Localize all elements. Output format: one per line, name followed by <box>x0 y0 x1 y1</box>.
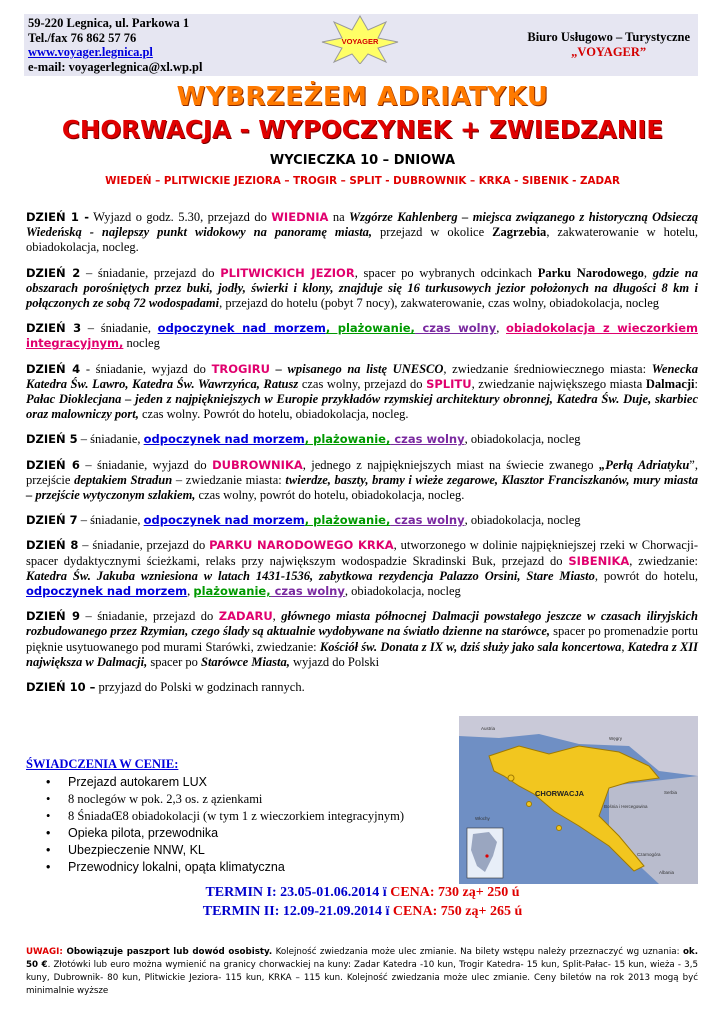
text: , obiadokolacja, nocleg <box>344 584 461 599</box>
text: Wyjazd o godz. 5.30, przejazd do <box>89 210 272 224</box>
text: przejazd w okolice <box>372 225 493 240</box>
services-section <box>26 757 446 876</box>
free-time-link: czas wolny <box>270 584 345 599</box>
day-4 <box>26 362 698 423</box>
city-name: WIEDNIA <box>271 210 329 224</box>
term-label: TERMIN II: 12.09-21.09.2014 ï <box>202 904 390 919</box>
main-subtitle: CHORWACJA - WYPOCZYNEK + ZWIEDZANIE <box>61 115 664 144</box>
term-price: CENA: 730 zą+ 250 ú <box>386 885 520 900</box>
text: : <box>694 376 698 391</box>
highlight: głównego miasta północnej Dalmacji powstałego jeszcze w czasach iliryjskich rozbudowanego przez Rzymian, czego ślady są aktualnie wydobywane na światło dzienne na starówce, <box>26 609 698 639</box>
city-name: ZADARU <box>218 609 273 624</box>
text: spacer po <box>147 654 201 669</box>
text: spacer po promenadzie portu pięknie usytuowanego pod murami Starówki, zwiedzanie: <box>26 624 698 654</box>
day-label: DZIEŃ 3 <box>26 321 82 336</box>
services-title: ŚWIADCZENIA W CENIE: <box>26 757 179 771</box>
text: , obiadokolacja, nocleg <box>464 432 581 447</box>
logo-text: VOYAGER <box>341 37 379 46</box>
day-10 <box>26 680 446 695</box>
highlight: twierdze, baszty, bramy i wieże zegarowe, Klasztor Franciszkanów, mury miasta – przejście wytyczonym szlakiem, <box>26 472 698 503</box>
free-time-link: czas wolny <box>390 513 465 528</box>
notes <box>26 946 698 998</box>
day-label: DZIEŃ 1 - <box>26 210 89 224</box>
star-logo-icon <box>320 14 400 64</box>
text: , <box>496 321 507 336</box>
map-label-hungary: Węgry <box>609 736 623 741</box>
text: , <box>621 639 628 654</box>
text: – zwiedzanie miasta: <box>172 472 286 487</box>
term-1 <box>0 885 725 901</box>
text: , zwiedzanie: <box>629 553 698 568</box>
day-9 <box>26 609 698 670</box>
text: nocleg <box>123 336 160 351</box>
rest-link: odpoczynek nad morzem <box>26 584 188 599</box>
main-title: WYBRZEŻEM ADRIATYKU <box>176 82 549 112</box>
highlight: Wenecka Katedra Św. Lawro, Katedra Św. Wawrzyńca, Ratusz <box>26 361 699 391</box>
highlight: Starówce Miasta, <box>201 654 290 669</box>
city-name: DUBROWNIKA <box>212 457 303 472</box>
highlight: Kościół św. Donata z IX w, dziś służy jako sala koncertowa <box>319 639 622 654</box>
term-label: TERMIN I: 23.05-01.06.2014 ï <box>205 885 387 900</box>
day-2 <box>26 266 698 312</box>
note-bold: ok. 50 € <box>26 947 698 970</box>
day-label: DZIEŃ 2 <box>26 265 81 280</box>
text: , zakwaterowanie w hotelu, obiadokolacja, nocleg. <box>26 225 698 255</box>
text: , spacer po wybranych odcinkach <box>354 265 538 280</box>
note-bold: Obowiązuje paszport lub dowód osobisty. <box>62 947 273 957</box>
day-label: DZIEŃ 6 <box>26 457 80 472</box>
text: – śniadanie, przejazd do <box>78 538 210 553</box>
place: Dalmacji <box>645 376 695 391</box>
croatia-map <box>459 716 698 884</box>
highlight: „Perłą Adriatyku <box>598 457 690 472</box>
rest-link: odpoczynek nad morzem <box>143 513 305 528</box>
place: Zagrzebia <box>492 225 547 240</box>
day-5 <box>26 432 698 447</box>
day-label: DZIEŃ 5 <box>26 432 78 447</box>
term-price: CENA: 750 zą+ 265 ú <box>389 904 523 919</box>
text: czas wolny, przejazd do <box>298 376 427 391</box>
email: e-mail: voyagerlegnica@xl.wp.pl <box>28 59 203 74</box>
text: ”, przejście <box>26 457 698 487</box>
city-name: SIBENIKA <box>568 553 630 568</box>
office-block <box>527 30 690 60</box>
phone: Tel./fax 76 862 57 76 <box>28 30 137 45</box>
map-icon <box>459 716 698 884</box>
beach-link: , plażowanie, <box>325 321 415 336</box>
text: , <box>187 584 194 599</box>
day-label: DZIEŃ 7 <box>26 513 78 528</box>
trip-length: WYCIECZKA 10 – DNIOWA <box>269 153 456 168</box>
beach-link: plażowanie, <box>193 584 271 599</box>
term-2 <box>0 904 725 920</box>
text: przyjazd do Polski w godzinach rannych. <box>95 680 305 695</box>
map-label-serbia: Serbia <box>664 790 678 795</box>
office-name: „VOYAGER” <box>571 45 647 59</box>
day-label: DZIEŃ 4 <box>26 361 81 376</box>
text: , zwiedzanie największego miasta <box>471 376 646 391</box>
day-label: DZIEŃ 9 <box>26 609 80 624</box>
route-line: WIEDEŃ – PLITWICKIE JEZIORA – TROGIR – SPLIT - DUBROWNIK – KRKA - SIBENIK - ZADAR <box>105 175 620 187</box>
list-item: • Ubezpieczenie NNW, KL <box>68 842 446 859</box>
text: , przejazd do hotelu (pobyt 7 nocy), zakwaterowanie, czas wolny, obiadokolacja, nocleg <box>219 296 660 311</box>
free-time-link: czas wolny <box>414 321 497 336</box>
text: - śniadanie, wyjazd do <box>80 361 212 376</box>
highlight: Katedra z XII największa w Dalmacji, <box>26 639 699 669</box>
supper-link: obiadokolacja z wieczorkiem integracyjnym, <box>26 321 698 351</box>
text: , <box>643 265 653 280</box>
place: Parku Narodowego <box>537 265 644 280</box>
day-label: DZIEŃ 10 – <box>26 680 96 695</box>
highlight: deptakiem Stradun <box>74 472 173 487</box>
text: czas wolny. Powrót do hotelu, obiadokolacja, nocleg. <box>138 407 409 422</box>
note-label: UWAGI: <box>26 947 63 957</box>
text: czas wolny, powrót do hotelu, obiadokolacja, nocleg. <box>195 488 465 503</box>
text: na <box>328 210 350 224</box>
highlight: Katedra Św. Jakuba wzniesiona w latach 1431-1536, zabytkowa rezydencja Palazzo Orsini, Stare Miasto <box>26 568 595 583</box>
day-3 <box>26 321 698 351</box>
highlight: Wzgórze Kahlenberg – miejsca związanego z historyczną Odsieczą Wiedeńską - najlepszy punkt widokowy na panoramę miasta, <box>26 210 698 240</box>
list-item: • Przejazd autokarem LUX <box>68 774 446 791</box>
day-label: DZIEŃ 8 <box>26 538 79 553</box>
map-country-label: CHORWACJA <box>535 789 585 798</box>
voyager-logo <box>320 14 400 64</box>
day-1 <box>26 210 698 256</box>
rest-link: odpoczynek nad morzem <box>143 432 305 447</box>
address: 59-220 Legnica, ul. Parkowa 1 <box>28 16 190 30</box>
beach-link: , plażowanie, <box>304 432 391 447</box>
text: – śniadanie, <box>77 432 144 447</box>
highlight: Pałac Dioklecjana – jeden z najpiękniejszych w Europie przykładów rzymskiej architektury obronnej, Katedra Św. Duje, skarbiec oraz malowniczy port, <box>26 392 698 422</box>
highlight: – wpisanego na listę UNESCO <box>269 361 444 376</box>
map-label-albania: Albania <box>659 870 675 875</box>
map-label-italy: Włochy <box>475 816 490 821</box>
website-link[interactable]: www.voyager.legnica.pl <box>28 45 153 59</box>
list-item: • Przewodnicy lokalni, opąta klimatyczna <box>68 859 446 876</box>
city-name: SPLITU <box>426 376 472 391</box>
day-8 <box>26 538 698 599</box>
map-label-montenegro: Czarnogóra <box>637 852 661 857</box>
city-name: PARKU NARODOWEGO KRKA <box>209 538 394 553</box>
text: , zwiedzanie średniowiecznego miasta: <box>443 361 652 376</box>
beach-link: , plażowanie, <box>304 513 391 528</box>
text: , <box>272 609 282 624</box>
text: – śniadanie, przejazd do <box>80 265 221 280</box>
note-text: . Złotówki lub euro można wymienić na granicy chorwackiej na kuny: Zadar Katedra -10 kun, Trogir Katedra- 15 kun, Split-Pałac- 15 kun, wieża - 3,5 kuny, Dubrownik- 80 kun, Plitwickie Jeziora- 115 kun, KRKA – 115 kun. Kolejność zwiedzania może ulec zmianie. Ceny biletów na rok 2013 mogą być minimalnie wyższe <box>26 960 698 996</box>
highlight: gdzie na obszarach porośniętych przez buki, jodły, świerki i klony, znajduje się 16 turkusowych jezior położonych na długości 8 km i połączonych ze sobą 72 wodospadami <box>26 265 698 311</box>
rest-link: odpoczynek nad morzem <box>157 321 326 336</box>
itinerary <box>26 210 698 705</box>
text: , powrót do hotelu, <box>594 568 698 583</box>
text: – śniadanie, <box>77 513 144 528</box>
text: , obiadokolacja, nocleg <box>464 513 581 528</box>
list-item: • 8 ŚniadaŒ8 obiadokolacji (w tym 1 z wieczorkiem integracyjnym) <box>68 808 446 825</box>
services-list <box>26 774 446 876</box>
map-label-bosnia: Bośnia i Hercegowina <box>604 804 648 809</box>
contact-block <box>28 16 202 74</box>
day-7 <box>26 513 698 528</box>
text: , jednego z najpiękniejszych miast na świecie zwanego <box>302 457 599 472</box>
day-6 <box>26 458 698 504</box>
text: – śniadanie, przejazd do <box>80 609 219 624</box>
text: – śniadanie, <box>81 321 158 336</box>
office-type: Biuro Usługowo – Turystyczne <box>527 30 690 44</box>
text: , utworzonego w dolinie najpiękniejszej rzeki w Chorwacji- spacer dydaktycznymi ścieżkami, relaks przy największym wodospadzie Skradinski Buk, przejazd do <box>26 538 698 568</box>
free-time-link: czas wolny <box>390 432 465 447</box>
city-name: TROGIRU <box>211 361 270 376</box>
list-item: • Opieka pilota, przewodnika <box>68 825 446 842</box>
text: wyjazd do Polski <box>289 654 380 669</box>
note-text: Kolejność zwiedzania może ulec zmianie. Na bilety wstępu należy przeznaczyć wg uznania: <box>272 947 683 957</box>
list-item: • 8 noclegów w pok. 2,3 os. z ązienkami <box>68 791 446 808</box>
map-label-austria: Austria <box>481 726 496 731</box>
text: – śniadanie, wyjazd do <box>79 457 213 472</box>
city-name: PLITWICKICH JEZIOR <box>220 265 355 280</box>
